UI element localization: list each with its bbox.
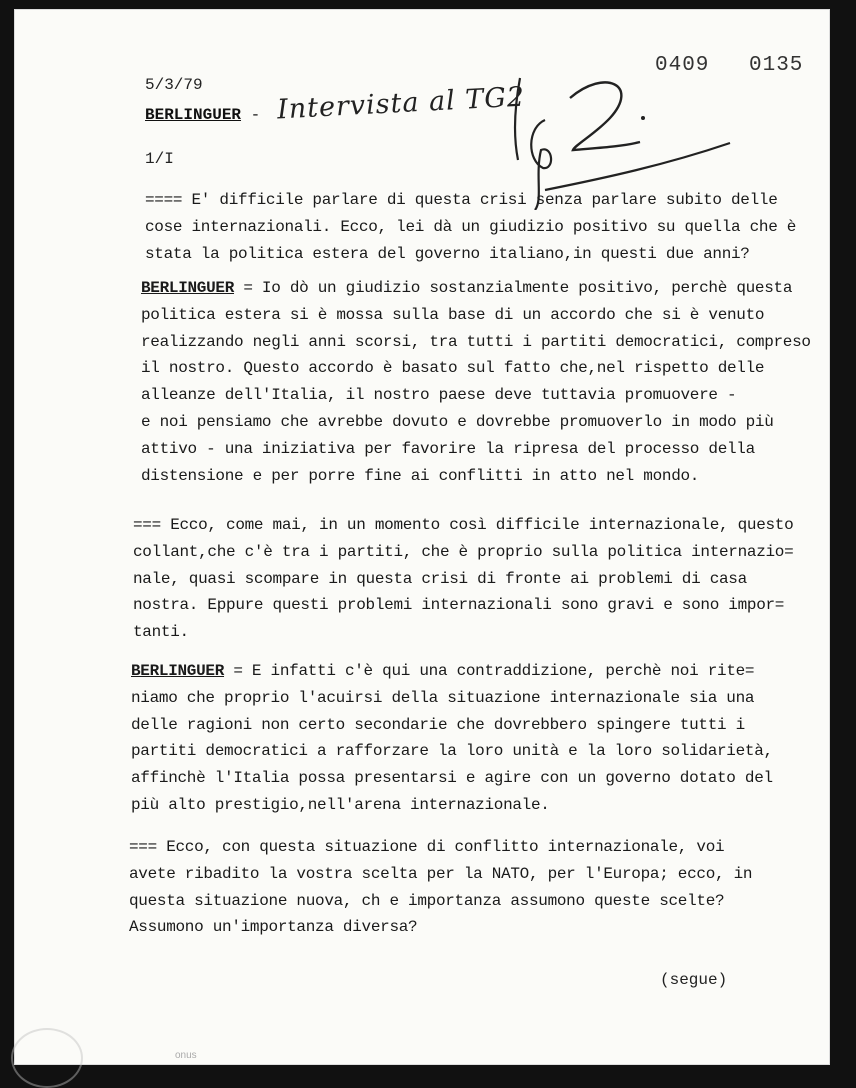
header-separator: - (241, 106, 261, 124)
handwritten-stroke-vertical (515, 78, 520, 160)
continuation-note: (segue) (660, 971, 728, 989)
paragraph-text: = E infatti c'è qui una contraddizione, perchè noi rite= niamo che proprio l'acuirsi della situazione internazionale sia una delle ragioni non certo secondarie che dovrebbero spingere tutti i partiti democratici a rafforzare la loro unità e la loro solidarietà, affinchè l'Italia possa presentarsi e agire con un governo dotato del più alto prestigio,nell'arena internazionale. (131, 662, 773, 814)
document-page (14, 9, 830, 1065)
handwritten-stroke-2 (570, 82, 640, 150)
question-paragraph-1 (145, 187, 796, 267)
question-paragraph-2 (133, 512, 793, 646)
paragraph-text: = Io dò un giudizio sostanzialmente positivo, perchè questa politica estera si è mossa sulla base di un accordo che si è venuto realizzando negli anni scorsi, tra tutti i partiti democratici, compreso il nostro. Questo accordo è basato sul fatto che,nel rispetto delle alleanze dell'Italia, il nostro paese deve tuttavia promuovere - e noi pensiamo che avrebbe dovuto e dovrebbe promuoverlo in modo più attivo - una iniziativa per favorire la ripresa del processo della distensione e per porre fine ai conflitti in atto nel mondo. (141, 279, 811, 485)
question-paragraph-3 (129, 834, 752, 941)
document-date: 5/3/79 (145, 76, 203, 94)
page-reference: 1/I (145, 150, 174, 168)
paragraph-text: ==== E' difficile parlare di questa crisi senza parlare subito delle cose internazionali. Ecco, lei dà un giudizio positivo su quella che è stata la politica estera del governo italiano,in questi due anni? (145, 191, 797, 263)
answer-speaker: BERLINGUER (141, 279, 235, 297)
header-speaker: BERLINGUER (145, 106, 242, 124)
archive-stamp-text: onus (175, 1050, 197, 1061)
answer-speaker: BERLINGUER (131, 662, 225, 680)
handwritten-marks (15, 10, 829, 210)
handwritten-note: Intervista al TG2 (276, 81, 526, 126)
document-number-left: 0409 (655, 54, 710, 77)
answer-paragraph-2 (131, 658, 773, 819)
answer-paragraph-1 (141, 275, 811, 489)
paragraph-text: === Ecco, con questa situazione di conflitto internazionale, voi avete ribadito la vostra scelta per la NATO, per l'Europa; ecco, in questa situazione nuova, ch e importanza assumono queste scelte? Assumono un'importanza diversa? (129, 838, 753, 937)
document-number-right: 0135 (749, 54, 804, 77)
paragraph-text: === Ecco, come mai, in un momento così difficile internazionale, questo collant,che c'è tra i partiti, che è proprio sulla politica internazio= nale, quasi scompare in questa crisi di fronte ai problemi di casa nostra. Eppure questi problemi internazionali sono gravi e sono impor= tanti. (133, 516, 794, 642)
handwritten-dot (641, 116, 645, 120)
archive-stamp-mark (11, 1028, 83, 1088)
